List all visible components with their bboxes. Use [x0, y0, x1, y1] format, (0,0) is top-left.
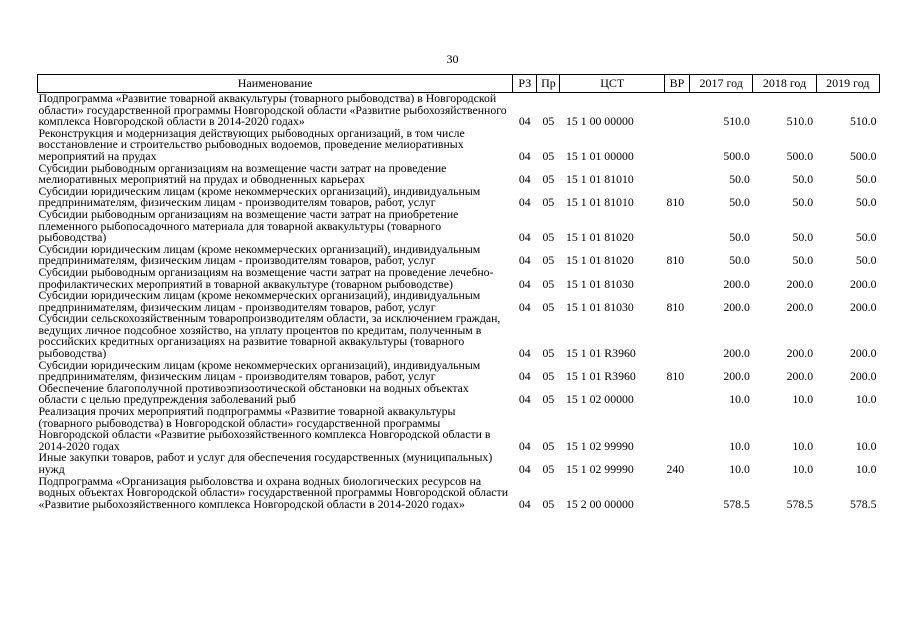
header-2018: 2018 год — [753, 75, 816, 93]
row-2017: 500.0 — [723, 148, 750, 163]
row-rz: 04 — [518, 392, 531, 407]
row-2019: 50.0 — [855, 195, 877, 210]
row-vr — [664, 93, 689, 128]
row-rz: 04 — [518, 276, 531, 291]
row-name: Реконструкция и модернизация действующих рыбоводных организаций, в том числе восстановление и строительство рыбоводных водоемов, проведение мелиоративных мероприятий на прудах — [38, 125, 465, 163]
row-cst: 15 1 01 00000 — [565, 148, 634, 163]
row-2017: 50.0 — [729, 172, 750, 187]
row-cst: 15 1 01 81030 — [565, 276, 634, 291]
table-row — [38, 290, 880, 313]
row-vr: 810 — [666, 369, 685, 384]
row-2019: 200.0 — [849, 299, 877, 314]
row-2019: 50.0 — [855, 230, 877, 245]
header-name: Наименование — [38, 75, 513, 93]
row-vr: 810 — [666, 195, 685, 210]
header-vr: ВР — [664, 75, 689, 93]
header-2019: 2019 год — [816, 75, 879, 93]
row-vr — [664, 209, 689, 244]
row-rz: 04 — [518, 148, 531, 163]
table-row — [38, 452, 880, 475]
row-pr: 05 — [542, 276, 555, 291]
row-cst: 15 1 01 R3960 — [565, 346, 636, 361]
row-name: Иные закупки товаров, работ и услуг для обеспечения государственных (муниципальных) нужд — [38, 450, 493, 476]
row-cst: 15 1 01 81010 — [565, 195, 634, 210]
row-cst: 15 1 02 99990 — [565, 438, 634, 453]
row-vr: 810 — [666, 299, 685, 314]
row-rz: 04 — [518, 438, 531, 453]
row-name: Подпрограмма «Организация рыболовства и охрана водных биологических ресурсов на водных объектах Новгородской области» государственной программы Новгородской области «Развитие рыбохозяйственного комплекса Новгородской области в 2014-2020 годах» — [38, 473, 509, 511]
row-cst: 15 2 00 00000 — [565, 496, 634, 511]
row-cst: 15 1 01 81030 — [565, 299, 634, 314]
row-2018: 50.0 — [792, 195, 814, 210]
row-pr: 05 — [542, 392, 555, 407]
row-cst: 15 1 01 81010 — [565, 172, 634, 187]
row-2017: 200.0 — [723, 346, 750, 361]
table-row — [38, 476, 880, 511]
row-name: Субсидии юридическим лицам (кроме некоммерческих организаций), индивидуальным предпринимателям, физическим лицам - производителям товаров, работ, услуг — [38, 183, 481, 210]
row-pr: 05 — [542, 253, 555, 268]
row-2017: 200.0 — [723, 299, 750, 314]
row-2017: 10.0 — [729, 392, 750, 407]
table-row — [38, 93, 880, 128]
row-name: Субсидии рыбоводным организациям на возмещение части затрат на проведение лечебно-профилактических мероприятий в товарной аквакультуре (товарном рыбоводстве) — [38, 264, 494, 291]
row-2018: 50.0 — [792, 172, 814, 187]
row-2019: 200.0 — [849, 369, 877, 384]
row-rz: 04 — [518, 195, 531, 210]
row-rz: 04 — [518, 496, 531, 511]
row-vr — [664, 383, 689, 406]
row-2018: 510.0 — [786, 114, 814, 129]
row-pr: 05 — [542, 462, 555, 476]
row-2018: 10.0 — [792, 392, 814, 407]
row-2018: 200.0 — [786, 369, 814, 384]
row-2018: 578.5 — [786, 496, 814, 511]
row-name: Обеспечение благополучной противоэпизоотической обстановки на водных объектах области с целью предупреждения заболеваний рыб — [38, 380, 469, 407]
table-row — [38, 313, 880, 359]
row-name: Субсидии рыбоводным организациям на возмещение части затрат на приобретение племенного рыбопосадочного материала для товарной аквакультуры (товарного рыбоводства) — [38, 206, 459, 245]
row-2017: 50.0 — [729, 253, 750, 268]
row-2018: 50.0 — [792, 230, 814, 245]
row-rz: 04 — [518, 172, 531, 187]
row-cst: 15 1 00 00000 — [565, 114, 634, 129]
table-row — [38, 406, 880, 452]
row-2019: 50.0 — [855, 172, 877, 187]
row-name: Субсидии юридическим лицам (кроме некоммерческих организаций), индивидуальным предпринимателям, физическим лицам - производителям товаров, работ, услуг — [38, 357, 481, 384]
table-row — [38, 128, 880, 163]
row-pr: 05 — [542, 195, 555, 210]
row-2017: 50.0 — [729, 230, 750, 245]
row-2019: 200.0 — [849, 276, 877, 291]
row-name: Субсидии сельскохозяйственным товаропроизводителям области, за исключением граждан, ведущих личное подсобное хозяйство, на уплату процентов по кредитам, полученным в российских кредитных организациях на развитие товарной аквакультуры (товарного рыбоводства) — [38, 311, 501, 361]
table-row — [38, 209, 880, 244]
header-2017: 2017 год — [690, 75, 753, 93]
row-2017: 578.5 — [723, 496, 750, 511]
row-2018: 200.0 — [786, 299, 814, 314]
row-rz: 04 — [518, 346, 531, 361]
row-rz: 04 — [518, 462, 531, 476]
row-vr — [664, 406, 689, 452]
table-header-row — [38, 75, 880, 93]
row-pr: 05 — [542, 299, 555, 314]
row-2017: 10.0 — [729, 462, 750, 476]
row-vr — [664, 267, 689, 290]
table-body — [38, 93, 880, 511]
row-vr — [664, 476, 689, 511]
row-pr: 05 — [542, 496, 555, 511]
row-vr — [664, 313, 689, 359]
row-2019: 510.0 — [849, 114, 877, 129]
row-2019: 578.5 — [849, 496, 877, 511]
page-number: 30 — [446, 52, 459, 66]
row-vr: 240 — [666, 462, 685, 476]
row-name: Реализация прочих мероприятий подпрограммы «Развитие товарной аквакультуры (товарного рыбоводства) в Новгородской области» государственной программы Новгородской области «Развитие рыбохозяйственного комплекса Новгородской области в 2014-2020 годах — [38, 404, 491, 453]
row-2019: 10.0 — [855, 462, 877, 476]
row-rz: 04 — [518, 369, 531, 384]
header-rz: РЗ — [513, 75, 537, 93]
row-cst: 15 1 02 00000 — [565, 392, 634, 407]
row-pr: 05 — [542, 346, 555, 361]
row-pr: 05 — [542, 172, 555, 187]
row-cst: 15 1 01 81020 — [565, 230, 634, 245]
header-cst: ЦСТ — [560, 75, 664, 93]
row-cst: 15 1 01 R3960 — [565, 369, 636, 384]
row-cst: 15 1 01 81020 — [565, 253, 634, 268]
row-2017: 200.0 — [723, 369, 750, 384]
row-2018: 10.0 — [792, 438, 814, 453]
budget-table — [37, 74, 880, 510]
table-row — [38, 267, 880, 290]
row-2019: 10.0 — [855, 392, 877, 407]
row-2018: 200.0 — [786, 276, 814, 291]
table-row — [38, 383, 880, 406]
row-vr — [664, 163, 689, 186]
row-pr: 05 — [542, 369, 555, 384]
row-pr: 05 — [542, 114, 555, 129]
row-rz: 04 — [518, 114, 531, 129]
row-2018: 500.0 — [786, 148, 814, 163]
row-name: Подпрограмма «Развитие товарной аквакультуры (товарного рыбоводства) в Новгородской области» государственной программы Новгородской области «Развитие рыбохозяйственного комплекса Новгородской области в 2014-2020 годах» — [38, 91, 507, 129]
table-row — [38, 244, 880, 267]
row-rz: 04 — [518, 230, 531, 245]
row-pr: 05 — [542, 148, 555, 163]
row-pr: 05 — [542, 438, 555, 453]
row-2017: 510.0 — [723, 114, 750, 129]
row-cst: 15 1 02 99990 — [565, 462, 634, 476]
row-2017: 50.0 — [729, 195, 750, 210]
row-rz: 04 — [518, 299, 531, 314]
row-2017: 10.0 — [729, 438, 750, 453]
row-2018: 10.0 — [792, 462, 814, 476]
row-2019: 10.0 — [855, 438, 877, 453]
table-row — [38, 163, 880, 186]
row-name: Субсидии юридическим лицам (кроме некоммерческих организаций), индивидуальным предпринимателям, физическим лицам - производителям товаров, работ, услуг — [38, 241, 481, 268]
row-2019: 200.0 — [849, 346, 877, 361]
row-2019: 500.0 — [849, 148, 877, 163]
row-name: Субсидии юридическим лицам (кроме некоммерческих организаций), индивидуальным предпринимателям, физическим лицам - производителям товаров, работ, услуг — [38, 288, 481, 314]
header-pr: Пр — [537, 75, 560, 93]
row-name: Субсидии рыбоводным организациям на возмещение части затрат на проведение мелиоративных мероприятий на прудах и обводненных карьерах — [38, 160, 447, 187]
row-2019: 50.0 — [855, 253, 877, 268]
row-2017: 200.0 — [723, 276, 750, 291]
table-row — [38, 186, 880, 209]
row-2018: 50.0 — [792, 253, 814, 268]
row-vr — [664, 128, 689, 163]
row-2018: 200.0 — [786, 346, 814, 361]
row-vr: 810 — [666, 253, 685, 268]
row-rz: 04 — [518, 253, 531, 268]
row-pr: 05 — [542, 230, 555, 245]
table-row — [38, 360, 880, 383]
